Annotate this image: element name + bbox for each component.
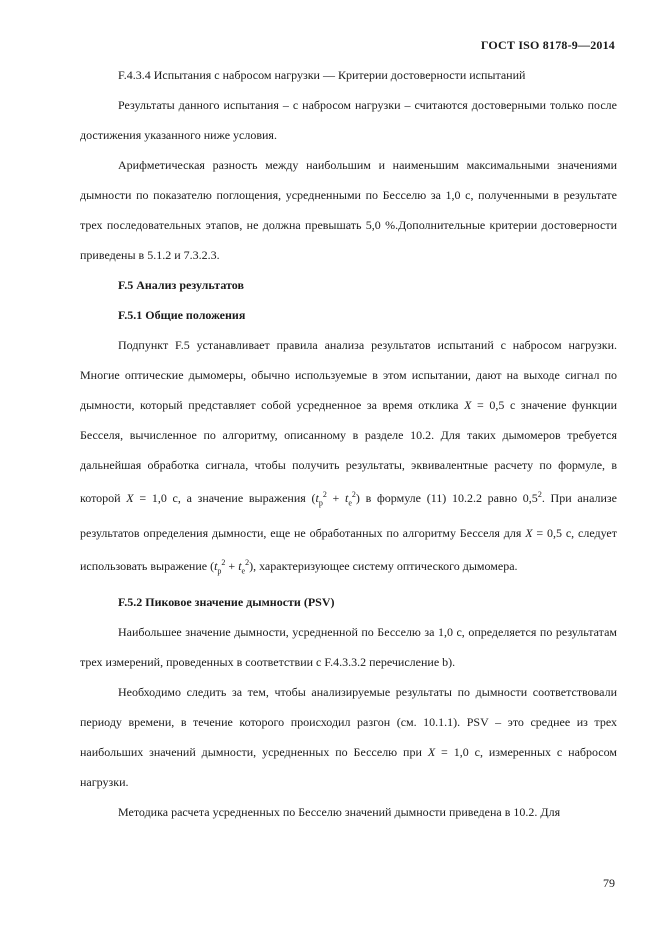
clause-f434-title: F.4.3.4 Испытания с набросом нагрузки — Критерии достоверности испытаний (118, 68, 526, 82)
arithmetic-difference-paragraph: Арифметическая разность между наибольшим и наименьшим максимальными значениями дымности по показателю поглощения, усредненными по Бесселю за 1,0 с, полученными в результате трех последовательных этапов, не должна превышать 5,0 %.Дополнительные критерии достоверности приведены в 5.1.2 и 7.3.2.3. (80, 158, 617, 262)
general-provisions-paragraph: Подпункт F.5 устанавливает правила анализа результатов испытаний с набросом нагрузки. Многие оптические дымомеры, обычно используемые в этом испытании, дают на выходе сигнал по дымности, который представляет собой усредненное за время отклика X = 0,5 с значение функции Бесселя, вычисленное по алгоритму, описанному в разделе 10.2. Для таких дымомеров требуется дальнейшая обработка сигнала, чтобы получить результаты, эквивалентные расчету по формуле, в которой X = 1,0 с, а значение выражения $(t_p^2 + t_e^2)$ в формуле (11) 10.2.2 равно $0,5^2$. При анализе результатов определения дымности, еще не обработанных по алгоритму Бесселя для X = 0,5 с, следует использовать выражение $(t_p^2 + t_e^2)$, характеризующее систему оптического дымомера. (80, 338, 618, 576)
section-f51-heading: F.5.1 Общие положения (118, 308, 246, 322)
section-f52-heading: F.5.2 Пиковое значение дымности (PSV) (118, 594, 335, 609)
standard-header: ГОСТ ISO 8178-9—2014 (480, 38, 615, 52)
psv-definition-paragraph: Необходимо следить за тем, чтобы анализируемые результаты по дымности соответствовали периоду времени, в течение которого происходил разгон (см. 10.1.1). PSV – это среднее из трех наибольших значений дымности, усредненных по Бесселю при X = 1,0 с, измеренных с набросом нагрузки. (80, 684, 617, 789)
validity-condition-paragraph: Результаты данного испытания – с набросом нагрузки – считаются достоверными только после достижения указанного ниже условия. (80, 98, 617, 142)
calculation-method-paragraph: Методика расчета усредненных по Бесселю значений дымности приведена в 10.2. Для (118, 804, 561, 819)
peak-value-paragraph: Наибольшее значение дымности, усредненной по Бесселю за 1,0 с, определяется по результатам трех измерений, проведенных в соответствии с F.4.3.3.2 перечисление b). (80, 624, 617, 669)
page-content (80, 60, 617, 827)
page-number: 79 (603, 876, 615, 890)
section-f5-heading: F.5 Анализ результатов (118, 278, 244, 292)
